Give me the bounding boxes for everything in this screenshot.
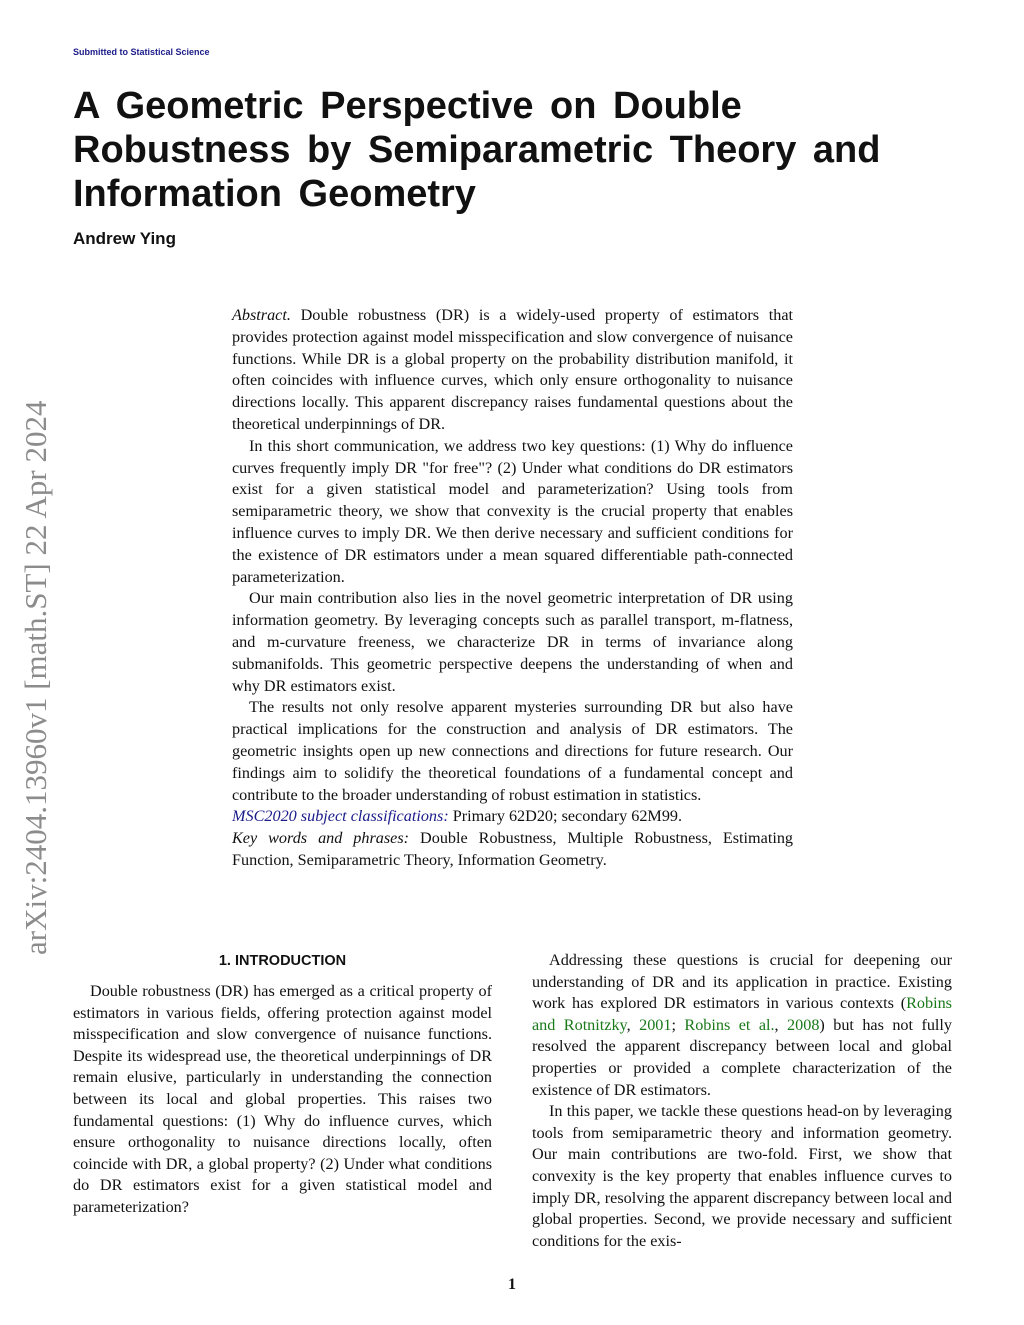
citation-year-2008[interactable]: 2008 [787,1015,820,1034]
intro-paragraph-3: In this paper, we tackle these questions head-on by leveraging tools from semiparametric theory and information geometry. Our main contributions are two-fold. First, we show that convexity is the key property that enables influence curves to imply DR, resolving the apparent discrepancy between local and global properties. Second, we provide necessary and sufficient conditions for the exis- [532,1102,952,1250]
page-number: 1 [508,1276,516,1293]
citation-year-2001[interactable]: 2001 [639,1015,672,1034]
keywords-label: Key words and phrases: [232,829,410,848]
paper-title: A Geometric Perspective on Double Robustness by Semiparametric Theory and Information Geometry [73,85,881,215]
keywords: Key words and phrases: Double Robustness, Multiple Robustness, Estimating Function, Semiparametric Theory, Information Geometry. [232,829,794,869]
msc-label-link[interactable]: MSC2020 subject classifications: [232,807,449,826]
abstract-paragraph-1: Abstract. Double robustness (DR) is a widely-used property of estimators that provides protection against model misspecification and slow convergence of nuisance functions. While DR is a global property on the probability distribution manifold, it often coincides with influence curves, which only ensure orthogonality to nuisance directions locally. This apparent discrepancy raises fundamental questions about the theoretical underpinnings of DR. [232,306,794,433]
msc-classification: MSC2020 subject classifications: Primary 62D20; secondary 62M99. [232,807,683,826]
journal-header: Submitted to Statistical Science [73,47,210,57]
abstract-paragraph-3: Our main contribution also lies in the novel geometric interpretation of DR using information geometry. By leveraging concepts such as parallel transport, m-flatness, and m-curvature freeness, we characterize DR in terms of invariance along submanifolds. This geometric perspective deepens the understanding of when and why DR estimators exist. [232,589,793,695]
intro-paragraph-1: Double robustness (DR) has emerged as a critical property of estimators in various fields, offering protection against model misspecification and slow convergence of nuisance functions. Despite its widespread use, the theoretical underpinnings of DR remain elusive, particularly in understanding the connection between its local and global properties. This raises two fundamental questions: (1) Why do influence curves, which ensure orthogonality to nuisance directions locally, often coincide with DR, a global property? (2) Under what conditions do DR estimators exist for a given statistical model and parameterization? [73,982,492,1216]
citation-robins-rotnitzky[interactable]: Robins and Rotnitzky [532,994,952,1034]
abstract [232,305,793,872]
intro-paragraph-2: Addressing these questions is crucial for deepening our understanding of DR and its application in practice. Existing work has explored DR estimators in various contexts (Robins and Rotnitzky, 2001; Robins et al., 2008) but has not fully resolved the apparent discrepancy between local and global properties or provided a complete characterization of the existence of DR estimators. [532,951,953,1099]
abstract-paragraph-2: In this short communication, we address two key questions: (1) Why do influence curves frequently imply DR "for free"? (2) Under what conditions do DR estimators exist for a given statistical model and parameterization? Using tools from semiparametric theory, we show that convexity is the crucial property that enables influence curves to imply DR. We then derive necessary and sufficient conditions for the existence of DR estimators under a mean squared differentiable path-connected parameterization. [232,436,793,586]
author-name: Andrew Ying [73,229,176,248]
arxiv-identifier: arXiv:2404.13960v1 [math.ST] 22 Apr 2024 [18,400,53,955]
section-heading: 1. INTRODUCTION [218,953,347,969]
right-column [532,950,952,1252]
abstract-paragraph-4: The results not only resolve apparent mysteries surrounding DR but also have practical implications for the construction and analysis of DR estimators. The geometric insights open up new connections and directions for future research. Our findings aim to solidify the theoretical foundations of a fundamental concept and contribute to the broader understanding of robust estimation in statistics. [232,698,793,804]
citation-robins-et-al[interactable]: Robins et al. [684,1015,775,1034]
left-column [73,950,492,1219]
abstract-label: Abstract. [232,306,291,324]
